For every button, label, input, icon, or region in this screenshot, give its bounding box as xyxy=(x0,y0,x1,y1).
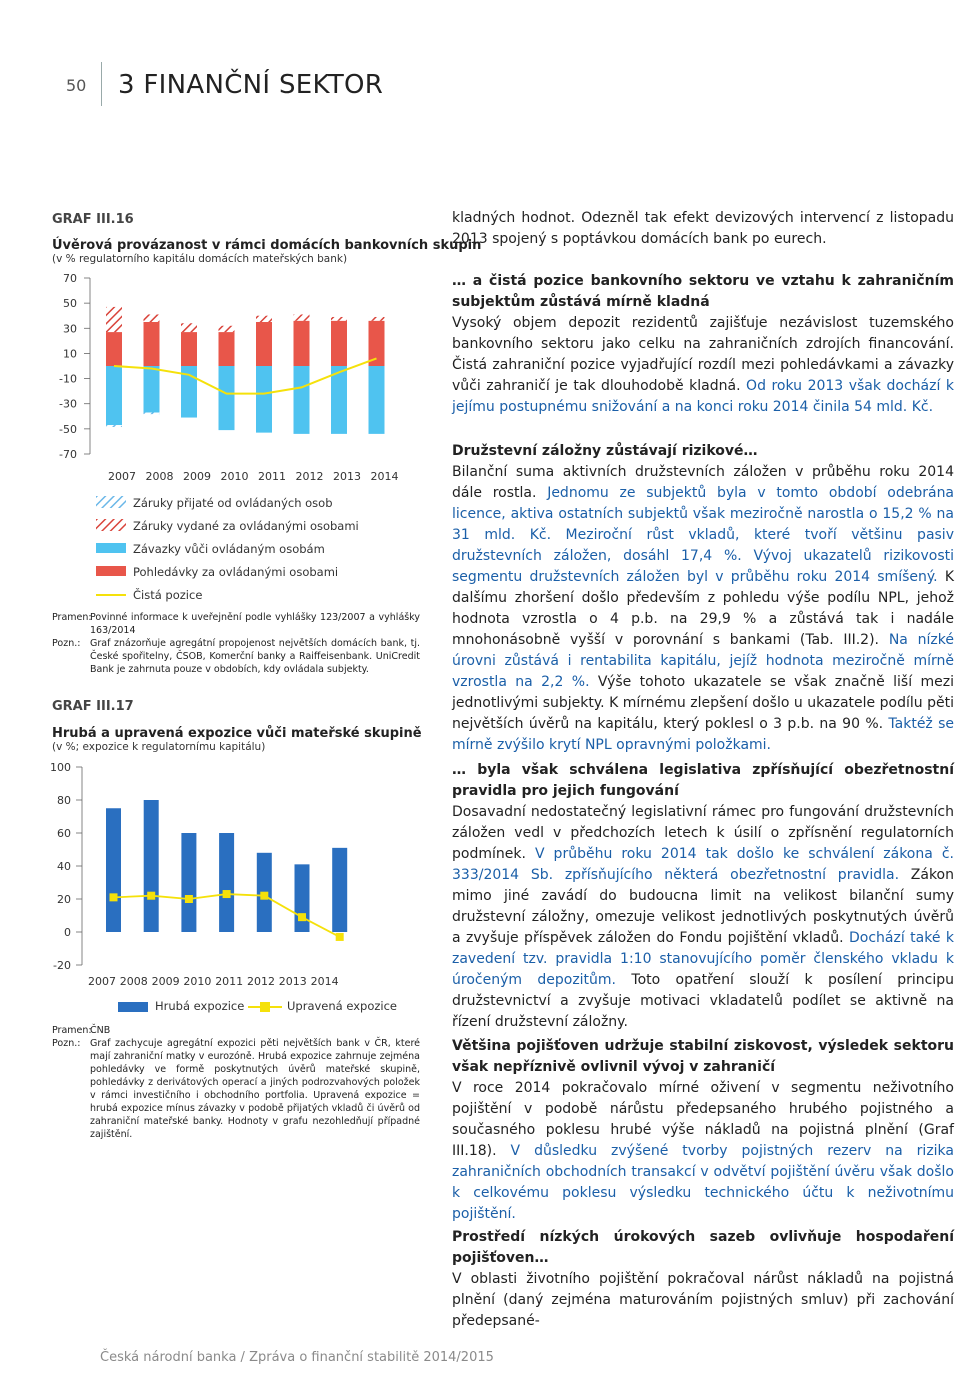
bar-hruba-expozice xyxy=(332,848,347,932)
graf16-chart xyxy=(40,270,400,485)
bar-zaruky-vydane xyxy=(181,323,197,332)
legend-swatch-hruba xyxy=(118,1002,148,1012)
bar-zavazky xyxy=(331,366,347,434)
highlighted-text: Na nízké úrovni zůstává i rentabilita kapitálu, jejíž hodnota meziročně mírně vzrostla na 2,2 %. xyxy=(452,632,954,690)
bar-zaruky-vydane xyxy=(369,317,385,321)
y-tick-label: 50 xyxy=(63,297,77,311)
section-heading: Většina pojišťoven udržuje stabilní ziskovost, výsledek sektoru však nepříznivě ovlivnil vývoj v zahraničí xyxy=(452,1038,954,1075)
x-tick-label: 2010 xyxy=(220,470,249,483)
section-text xyxy=(452,313,954,418)
x-tick-label: 2009 xyxy=(183,470,211,483)
section-text xyxy=(452,462,954,756)
graf17-subtitle: (v %; expozice k regulatornímu kapitálu) xyxy=(52,741,266,753)
section-nizke-sazby xyxy=(452,1227,954,1332)
graf17-source-label: Pramen: xyxy=(52,1025,92,1036)
text-segment: K dalšímu zhoršení došlo především z pohledu výše podílu NPL, jehož hodnota vzrostla o 4 p.b. na 29,9 % a zůstává tak i nadále mnohonásobně vyšší v porovnání s bankami (Tab. III.2). xyxy=(452,569,954,648)
highlighted-text: Taktéž se mírně zvýšilo krytí NPL opravnými položkami. xyxy=(452,716,955,753)
text-segment: Výše tohoto ukazatele se však značně liší mezi jednotlivými subjekty. K mírnému zlepšení došlo u ukazatele podílu pěti největších úvěrů na kapitálu, který poklesl o 3 p.b. na 90 %. xyxy=(452,674,954,732)
x-tick-label: 2011 xyxy=(258,470,286,483)
footer: Česká národní banka / Zpráva o finanční stabilitě 2014/2015 xyxy=(100,1350,494,1365)
bar-zaruky-vydane xyxy=(144,314,160,322)
bar-zavazky xyxy=(256,366,272,433)
bar-zaruky-vydane xyxy=(331,317,347,321)
y-tick-label: 30 xyxy=(63,322,77,336)
section-druzstevni-zalozny xyxy=(452,441,954,756)
section-pojistovny xyxy=(452,1036,954,1225)
x-tick-label: 2008 xyxy=(145,470,174,483)
x-tick-label: 2008 xyxy=(119,975,148,988)
section-legislativa xyxy=(452,760,954,1033)
bar-zavazky xyxy=(219,366,235,430)
x-tick-label: 2012 xyxy=(247,975,275,988)
highlighted-text: Jednomu ze subjektů byla v tomto období odebrána licence, aktiva ostatních subjektů však meziročně narostla o 15,2 % na 31 mld. Kč. Meziroční růst vkladů, které tvoří většinu pasiv družstevních záložen, dosáhl 17,4 %. Vývoj ukazatelů rizikovosti segmentu družstevních záložen byl v průběhu roku 2014 smíšený. xyxy=(452,485,955,585)
bar-pohledavky xyxy=(219,332,235,366)
bar-zaruky-vydane xyxy=(294,314,310,320)
y-tick-label: 20 xyxy=(57,893,71,906)
graf16-note-label: Pozn.: xyxy=(52,638,81,649)
y-tick-label: 40 xyxy=(57,860,71,873)
text-segment: Toto opatření slouží k posílení principu družstevnictví a zvyšuje motivaci vkladatelů podílet se aktivně na řízení družstevní záložny. xyxy=(452,972,954,1030)
header-divider xyxy=(101,62,102,106)
graf16-subtitle: (v % regulatorního kapitálu domácích mateřských bank) xyxy=(52,253,348,265)
bar-pohledavky xyxy=(256,322,272,366)
graf16-title: Úvěrová provázanost v rámci domácích bankovních skupin xyxy=(52,238,482,253)
y-tick-label: 70 xyxy=(63,272,77,285)
text-segment: Dosavadní nedostatečný legislativní rámec pro fungování družstevních záložen vedl v předchozích letech k úsilí o zpřísnění regulatorních podmínek. xyxy=(452,804,954,862)
section-text: V oblasti životního pojištění pokračoval nárůst nákladů na pojistná plnění (daný zejména maturováním pojistných smluv) při zachování předepsané- xyxy=(452,1271,954,1329)
marker-upravena-expozice xyxy=(147,892,155,900)
marker-upravena-expozice xyxy=(110,893,118,901)
marker-upravena-expozice xyxy=(260,892,268,900)
x-tick-label: 2013 xyxy=(333,470,361,483)
text-segment: Bilanční suma aktivních družstevních záložen v průběhu roku 2014 dále rostla. xyxy=(452,464,954,501)
bar-zaruky-vydane xyxy=(219,326,235,332)
graf16-source-label: Pramen: xyxy=(52,612,92,623)
x-tick-label: 2010 xyxy=(183,975,212,988)
y-tick-label: -30 xyxy=(59,397,77,411)
x-tick-label: 2014 xyxy=(310,975,339,988)
bar-zaruky-vydane xyxy=(106,307,122,332)
legend-swatch-zaruky-vydane xyxy=(96,519,126,531)
bar-zaruky-prijate xyxy=(144,413,160,415)
legend-label-pohledavky: Pohledávky za ovládanými osobami xyxy=(133,565,339,579)
bar-hruba-expozice xyxy=(106,808,121,932)
x-tick-label: 2007 xyxy=(108,470,136,483)
graf16-note: Graf znázorňuje agregátní propojenost největších domácích bank, tj. České spořitelny, ČSOB, Komerční banky a Raiffeisenbank. UniCredit Bank je zahrnuta pouze v obdobích, kdy ovládala subjekty. xyxy=(90,638,420,675)
graf16-source: Povinné informace k uveřejnění podle vyhlášky 123/2007 a vyhlášky 163/2014 xyxy=(90,612,420,636)
y-tick-label: 0 xyxy=(64,926,71,939)
bar-zavazky xyxy=(144,366,160,413)
marker-upravena-expozice xyxy=(336,933,344,941)
y-tick-label: -70 xyxy=(59,448,77,461)
section-heading: Družstevní záložny zůstávají rizikové… xyxy=(452,443,758,459)
y-tick-label: -20 xyxy=(53,959,71,972)
graf17-notes xyxy=(52,1024,420,1141)
legend-swatch-pohledavky xyxy=(96,566,126,576)
text-segment: Vysoký objem depozit rezidentů zajišťuje nezávislost tuzemského bankovního sektoru jako celku na zahraničních zdrojích financování. Čistá zahraniční pozice vyjadřující rozdíl mezi pohledávkami a závazky vůči zahraničí je tak dlouhodobě kladná. xyxy=(452,315,954,394)
bar-pohledavky xyxy=(331,321,347,366)
text-segment: V roce 2014 pokračovalo mírné oživení v segmentu neživotního pojištění v podobě nárůstu předepsaného hrubého pojistného a současného poklesu hrubé výše nákladů na pojistná plnění (Graf III.18). xyxy=(452,1080,954,1159)
highlighted-text: Od roku 2013 však dochází k jejímu postupnému snižování a na konci roku 2014 činila 54 mld. Kč. xyxy=(452,378,954,415)
bar-pohledavky xyxy=(144,322,160,366)
bar-zavazky xyxy=(294,366,310,434)
bar-hruba-expozice xyxy=(295,864,310,932)
y-tick-label: -10 xyxy=(59,372,77,386)
section-heading: Prostředí nízkých úrokových sazeb ovlivňuje hospodaření pojišťoven… xyxy=(452,1229,954,1266)
legend-label-hruba: Hrubá expozice xyxy=(155,999,245,1013)
legend-label-cista: Čistá pozice xyxy=(133,588,203,602)
section-text xyxy=(452,1078,954,1225)
x-tick-label: 2014 xyxy=(370,470,399,483)
highlighted-text: Dochází také k zavedení tzv. pravidla 1:10 stanovujícího poměr členského vkladu k úročeným depozitům. xyxy=(452,930,954,988)
section-heading: … byla však schválena legislativa zpřísňující obezřetnostní pravidla pro jejich fungování xyxy=(452,762,954,799)
y-tick-label: -50 xyxy=(59,422,77,436)
graf17-title: Hrubá a upravená expozice vůči mateřské skupině xyxy=(52,726,422,741)
y-tick-label: 100 xyxy=(50,761,71,774)
page-number: 50 xyxy=(66,76,87,95)
paragraph-intervence xyxy=(452,208,954,250)
bar-zaruky-prijate xyxy=(106,425,122,427)
graf17-caption: GRAF III.17 xyxy=(52,699,134,714)
bar-zavazky xyxy=(106,366,122,425)
graf16-caption: GRAF III.16 xyxy=(52,212,134,227)
bar-pohledavky xyxy=(106,332,122,366)
graf16-notes xyxy=(52,611,420,676)
legend-label-zavazky: Závazky vůči ovládaným osobám xyxy=(133,542,325,556)
highlighted-text: V důsledku zvýšené tvorby pojistných rezerv na rizika zahraničních obchodních transakcí v odvětví pojištění úvěru však došlo k celkovému poklesu výsledku technického účtu k neživotnímu pojištění. xyxy=(452,1143,955,1222)
bar-hruba-expozice xyxy=(219,833,234,932)
x-tick-label: 2009 xyxy=(151,975,180,988)
bar-hruba-expozice xyxy=(144,800,159,932)
graf17-source: ČNB xyxy=(90,1025,111,1036)
legend-swatch-zaruky-prijate xyxy=(96,496,126,508)
legend-swatch-zavazky xyxy=(96,543,126,553)
section-cista-pozice xyxy=(452,271,954,418)
bar-pohledavky xyxy=(294,321,310,366)
y-tick-label: 60 xyxy=(57,827,71,840)
bar-zaruky-vydane xyxy=(256,316,272,322)
text-segment: Zákon mimo jiné zavádí do budoucna limit na velikost bilanční sumy družstevní záložny, omezuje velikost jednotlivých poskytnutých úvěrů a zvyšuje příspěvek záložen do Fondu pojištění vkladů. xyxy=(452,867,954,946)
section-text xyxy=(452,802,954,1033)
legend-label-zaruky-prijate: Záruky přijaté od ovládaných osob xyxy=(133,496,333,510)
y-tick-label: 80 xyxy=(57,794,71,807)
graf17-note-label: Pozn.: xyxy=(52,1038,81,1049)
highlighted-text: V průběhu roku 2014 tak došlo ke schválení zákona č. 333/2014 Sb. zpřísňujícího některá obezřetnostní pravidla. xyxy=(452,846,954,883)
bar-hruba-expozice xyxy=(181,833,196,932)
marker-upravena-expozice xyxy=(185,895,193,903)
legend-swatch-cista xyxy=(96,594,126,596)
graf17-note: Graf zachycuje agregátní expozici pěti největších bank v ČR, které mají zahraniční matky v eurozóně. Hrubá expozice zahrnuje zejména pohledávky ve formě poskytnutých úvěrů mateřské skupině, pohledávky z derivátových operací a jiných podrozvahových položek v rámci investičního i obchodního portfolia. Upravená expozice = hrubá expozice mínus závazky v podobě přijatých vkladů či úvěrů od zahraniční mateřské banky. Hodnoty v grafu nezohledňují případné zajištění. xyxy=(90,1038,420,1140)
legend-swatch-upravena xyxy=(248,999,282,1015)
y-tick-label: 10 xyxy=(63,347,77,361)
x-tick-label: 2012 xyxy=(295,470,324,483)
graf17-chart xyxy=(40,758,400,990)
x-tick-label: 2007 xyxy=(88,975,116,988)
x-tick-label: 2011 xyxy=(215,975,244,988)
bar-pohledavky xyxy=(181,332,197,366)
legend-label-upravena: Upravená expozice xyxy=(287,999,398,1013)
bar-zavazky xyxy=(369,366,385,434)
marker-upravena-expozice xyxy=(298,913,306,921)
x-tick-label: 2013 xyxy=(278,975,307,988)
paragraph-text: kladných hodnot. Odezněl tak efekt devizových intervencí z listopadu 2013 spojený s poptávkou domácích bank po eurech. xyxy=(452,210,954,247)
legend-label-zaruky-vydane: Záruky vydané za ovládanými osobami xyxy=(133,519,359,533)
section-title: 3 FINANČNÍ SEKTOR xyxy=(118,70,384,100)
marker-upravena-expozice xyxy=(223,890,231,898)
section-heading: … a čistá pozice bankovního sektoru ve vztahu k zahraničním subjektům zůstává mírně kladná xyxy=(452,273,954,310)
